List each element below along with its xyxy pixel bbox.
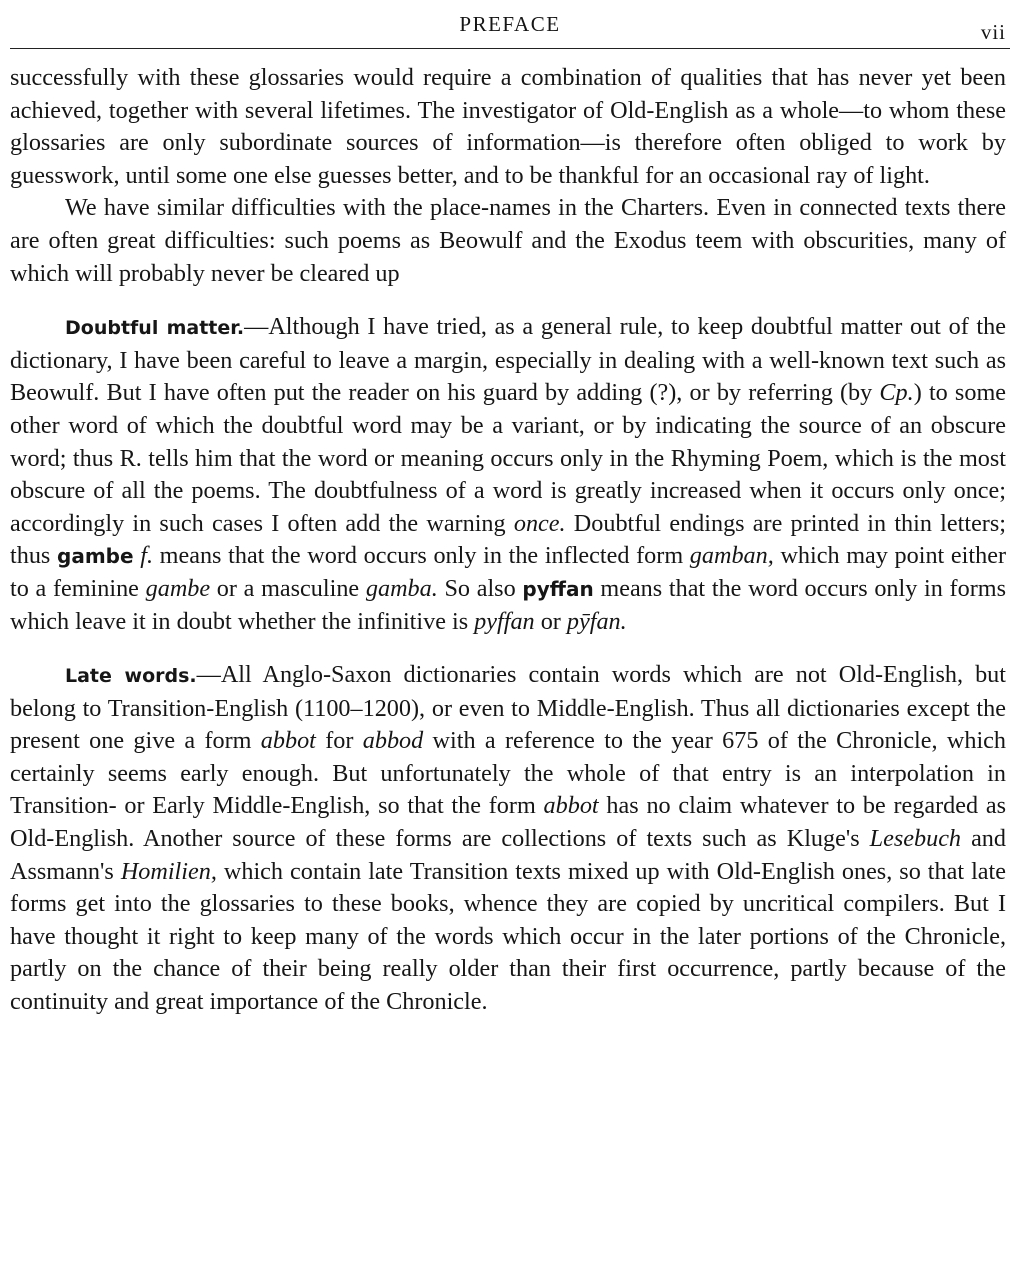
- italic-word: abbot: [260, 727, 316, 755]
- running-head: [10, 8, 1010, 42]
- text-run: —Although I have tried, as a general rule, to keep doubtful matter out of the dictionary, I have been careful to leave a margin, especially in dealing with a well-known text such as Beowulf. But I have often put the reader on his guard by adding (?), or by referring (by: [10, 313, 1006, 407]
- italic-word: Homilien,: [120, 857, 217, 885]
- italic-word: pȳfan.: [566, 607, 627, 635]
- italic-word: gamban,: [689, 542, 774, 570]
- header-rule: [10, 48, 1010, 49]
- text-run: and Assmann's: [10, 825, 1006, 885]
- italic-word: gamba.: [365, 574, 438, 602]
- text-run: Doubtful endings are printed in thin letters; thus: [10, 509, 1006, 570]
- italic-word: abbod: [362, 727, 424, 755]
- text-run: or: [534, 607, 567, 635]
- body-text: [10, 62, 1006, 1019]
- italic-word: Lesebuch: [869, 825, 962, 853]
- paragraph-text: We have similar difficulties with the place-names in the Charters. Even in connected texts there are often great difficulties: such poems as Beowulf and the Exodus teem with obscurities, many of which will probably never be cleared up: [10, 194, 1006, 287]
- text-run: ) to some other word of which the doubtful word may be a variant, or by indicating the source of an obscure word; thus R. tells him that the word or meaning occurs only in the Rhyming Poem, which is the most obscure of all the poems. The doubtfulness of a word is greatly increased when it occurs only once; accordingly in such cases I often add the warning: [10, 379, 1006, 537]
- text-run: which contain late Transition texts mixed up with Old-English ones, so that late forms get into the glossaries to these books, whence they are copied by uncritical compilers. But I have thought it right to keep many of the words which occur in the later portions of the Chronicle, partly on the chance of their being really older than their first occurrence, partly because of the continuity and great importance of the Chronicle.: [10, 857, 1006, 1016]
- text-run: or a masculine: [210, 574, 366, 602]
- italic-word: gambe: [145, 574, 211, 602]
- text-run: has no claim whatever to be regarded as Old-English. Another source of these forms are collections of texts such as Kluge's: [10, 792, 1007, 853]
- text-run: means that the word occurs only in the inflected form: [153, 542, 690, 570]
- section-heading: Late words.: [65, 665, 197, 688]
- bold-headword: pyffan: [522, 576, 594, 601]
- italic-word: Cp.: [879, 379, 914, 407]
- text-run: which may point either to a feminine: [10, 542, 1006, 602]
- italic-word: once.: [513, 509, 566, 537]
- italic-word: pyffan: [474, 607, 535, 635]
- section-late-words: [10, 659, 1006, 1019]
- paragraph-continued: [10, 62, 1006, 192]
- italic-word: abbot: [543, 792, 599, 820]
- paragraph-text: successfully with these glossaries would require a combination of qualities that has never yet been achieved, together with several lifetimes. The investigator of Old-English as a whole—to whom these glossaries are only subordinate sources of information—is therefore often obliged to work by guesswork, until some one else guesses better, and to be thankful for an occasional ray of light.: [10, 64, 1006, 189]
- text-run: means that the word occurs only in forms which leave it in doubt whether the infinitive is: [10, 574, 1006, 635]
- text-run: for: [315, 727, 363, 755]
- paragraph-place-names: [10, 192, 1006, 290]
- section-heading: Doubtful matter.: [65, 317, 245, 340]
- section-doubtful-matter: [10, 311, 1006, 638]
- page-number: vii: [980, 20, 1006, 44]
- text-run: —All Anglo-Saxon dictionaries contain words which are not Old-English, but belong to Transition-English (1100–1200), or even to Middle-English. Thus all dictionaries except the present one give a form: [10, 661, 1006, 755]
- bold-headword: gambe: [57, 544, 134, 569]
- italic-word: f.: [140, 542, 153, 570]
- page-title: PREFACE: [459, 12, 561, 36]
- text-run: So also: [437, 574, 523, 602]
- text-run: with a reference to the year 675 of the Chronicle, which certainly seems early enough. But unfortunately the whole of that entry is an interpolation in Transition- or Early Middle-English, so that the form: [10, 727, 1006, 820]
